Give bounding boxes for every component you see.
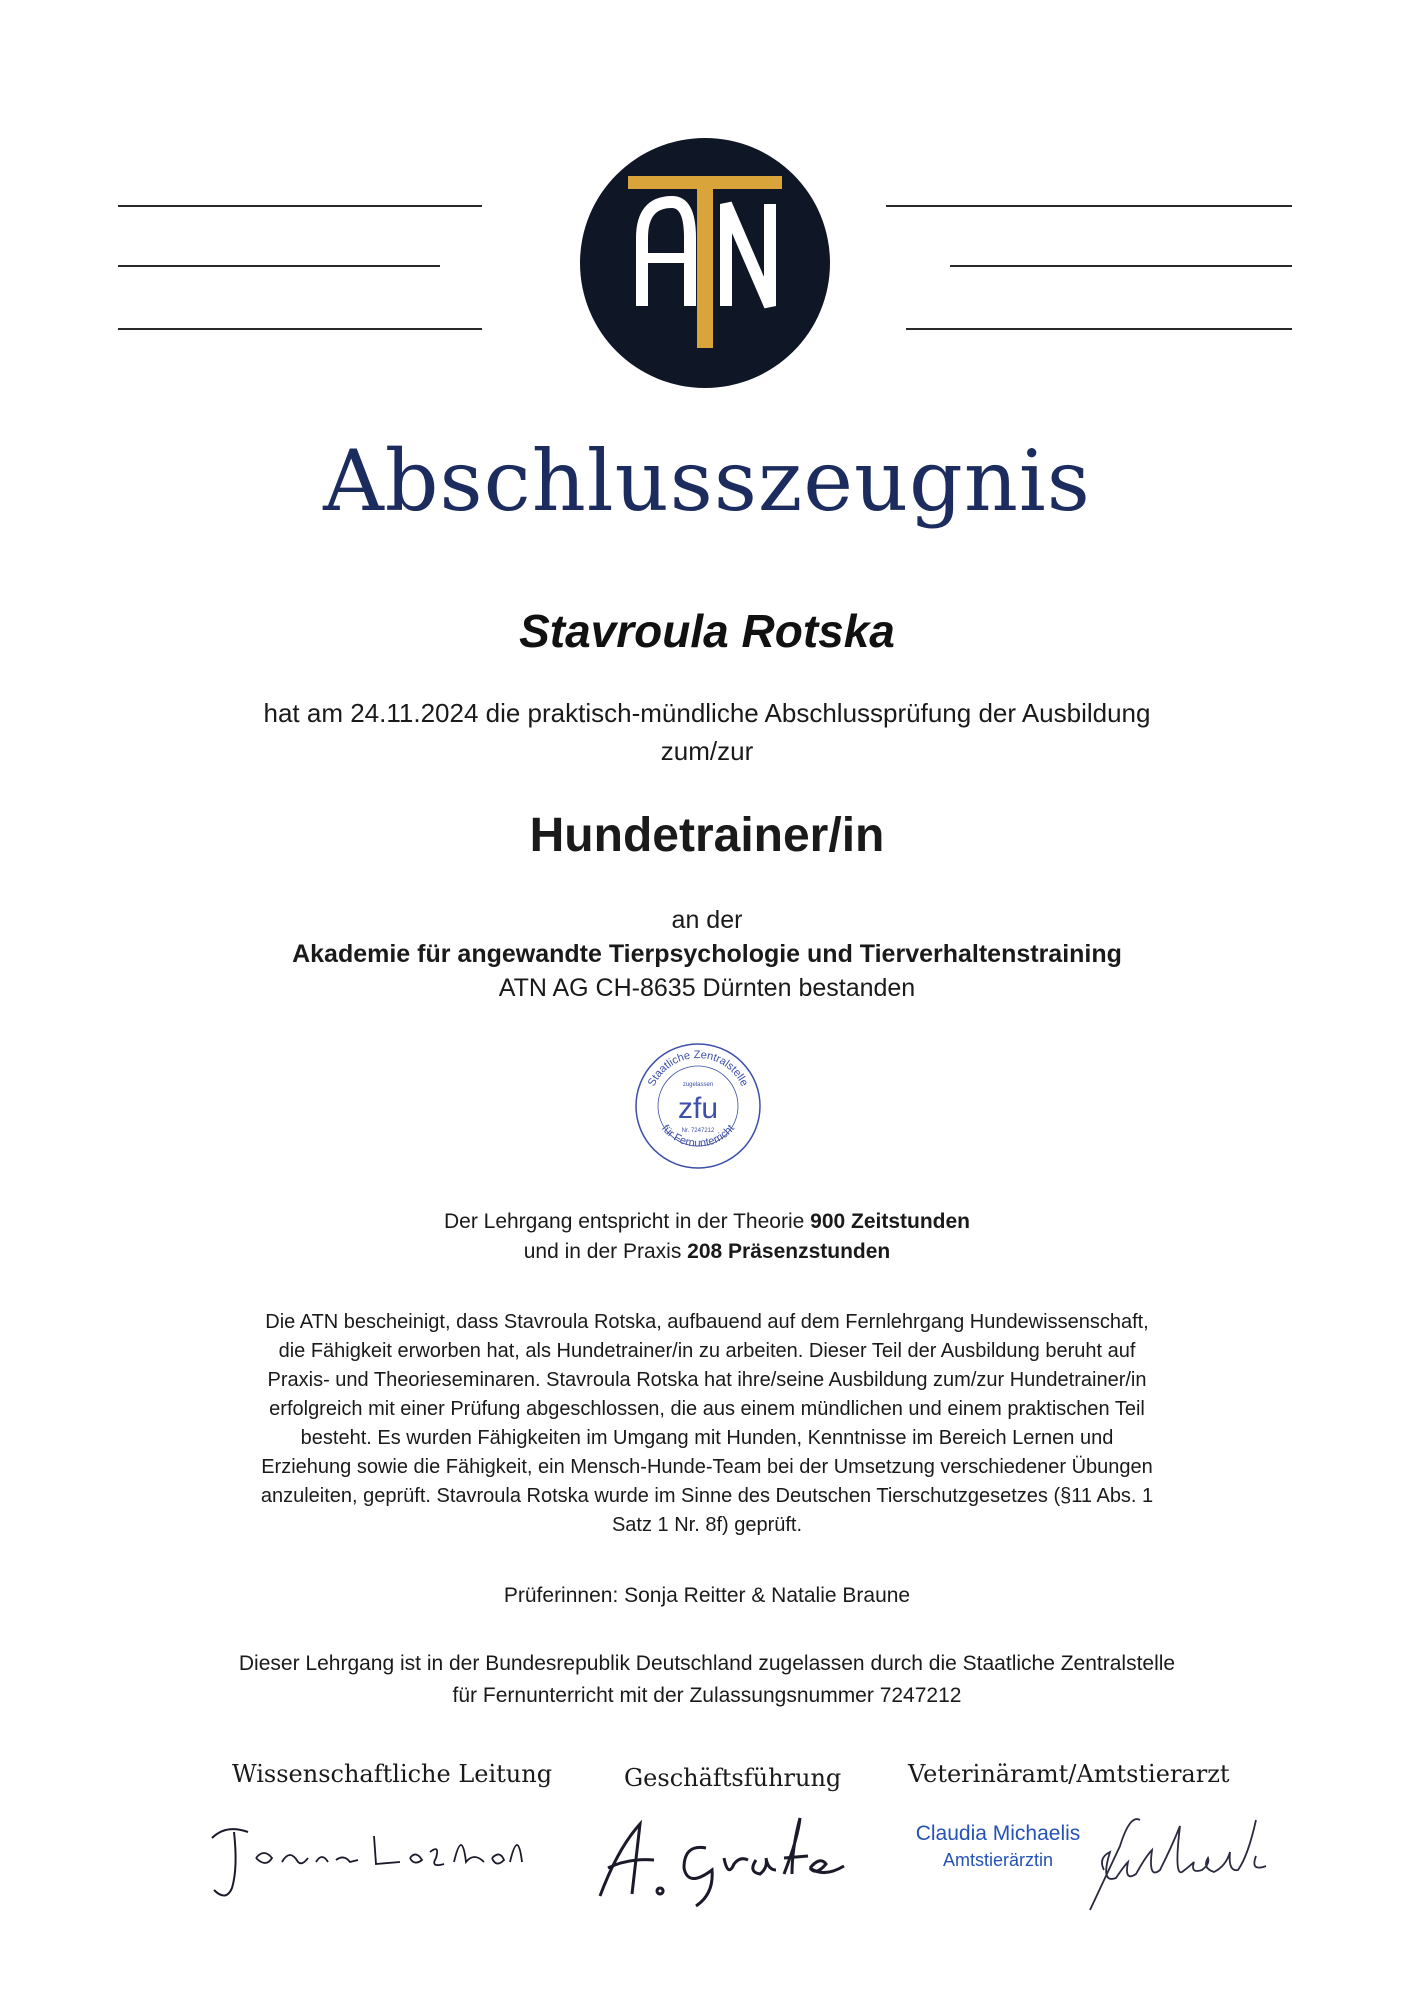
approval-statement <box>180 1648 1234 1712</box>
practice-hours <box>0 1240 1414 1264</box>
atn-logo <box>580 138 830 388</box>
body-line: Satz 1 Nr. 8f) geprüft. <box>611 1514 803 1536</box>
decorative-rule <box>118 205 482 207</box>
institution-name: Akademie für angewandte Tierpsychologie und Tierverhaltenstraining <box>292 940 1122 968</box>
seal-bottom-text: für Fernunterricht <box>659 1122 737 1150</box>
theory-value: 900 Zeitstunden <box>810 1210 971 1233</box>
seal-small-text: zugelassen <box>682 1082 714 1088</box>
body-line: anzuleiten, geprüft. Stavroula Rotska wurde im Sinne des Deutschen Tierschutzgesetzes (§11 Abs. 1 <box>260 1485 1154 1507</box>
body-line: Die ATN bescheinigt, dass Stavroula Rotska, aufbauend auf dem Fernlehrgang Hundewissenschaft, <box>265 1311 1149 1333</box>
recipient-name: Stavroula Rotska <box>519 605 895 657</box>
page-title: Abschlusszeugnis <box>323 432 1091 530</box>
approval-line-1: Dieser Lehrgang ist in der Bundesrepublik Deutschland zugelassen durch die Staatliche Zentralstelle <box>238 1652 1176 1675</box>
seal-number: Nr. 7247212 <box>681 1128 715 1134</box>
stamp-name: Claudia Michaelis <box>915 1822 1081 1845</box>
logo-text: ATN <box>705 384 707 385</box>
examiners: Prüferinnen: Sonja Reitter & Natalie Braune <box>503 1584 911 1607</box>
approval-line-2: für Fernunterricht mit der Zulassungsnummer 7247212 <box>452 1684 962 1707</box>
signature-middle <box>588 1808 858 1908</box>
theory-hours <box>0 1210 1414 1234</box>
body-line: erfolgreich mit einer Prüfung abgeschlossen, die aus einem mündlichen und einem praktischen Teil <box>269 1398 1145 1420</box>
decorative-rule <box>950 265 1292 267</box>
certificate-body <box>190 1308 1224 1540</box>
institution-address: ATN AG CH-8635 Dürnten bestanden <box>498 974 916 1002</box>
practice-prefix: und in der Praxis <box>523 1240 682 1263</box>
institution-prefix: an der <box>671 906 743 934</box>
decorative-rule <box>118 328 482 330</box>
logo-t-stem <box>697 176 713 348</box>
svg-text:Joachin Leidhold: Joachin Leidhold <box>204 1906 211 1907</box>
intro-line-2: zum/zur <box>660 736 754 766</box>
seal-top-text: Staatliche Zentralstelle <box>645 1048 751 1089</box>
decorative-rule <box>886 205 1292 207</box>
signature-label-middle: Geschäftsführung <box>624 1764 842 1792</box>
intro-line-1: hat am 24.11.2024 die praktisch-mündliche Abschlussprüfung der Ausbildung <box>263 698 1151 728</box>
decorative-rule <box>906 328 1292 330</box>
signature-label-left: Wissenschaftliche Leitung <box>232 1760 553 1788</box>
body-line: die Fähigkeit erworben hat, als Hundetrainer/in zu arbeiten. Dieser Teil der Ausbildung beruht auf <box>278 1340 1136 1362</box>
body-line: Praxis- und Theorieseminaren. Stavroula Rotska hat ihre/seine Ausbildung zum/zur Hundetrainer/in <box>267 1369 1147 1391</box>
signature-left <box>204 1818 554 1908</box>
stamp-title: Amtstierärztin <box>942 1850 1054 1870</box>
practice-value: 208 Präsenzstunden <box>687 1240 891 1263</box>
body-line: besteht. Es wurden Fähigkeiten im Umgang mit Hunden, Kenntnisse im Bereich Lernen und <box>300 1427 1114 1449</box>
profession-title: Hundetrainer/in <box>529 809 885 862</box>
svg-text:Michaelis: Michaelis <box>1080 1914 1084 1915</box>
zfu-seal <box>632 1040 764 1172</box>
body-line: Erziehung sowie die Fähigkeit, ein Mensch-Hunde-Team bei der Umsetzung verschiedener Übungen <box>261 1456 1153 1478</box>
seal-letters: zfu <box>677 1092 719 1125</box>
decorative-rule <box>118 265 440 267</box>
signature-right <box>1080 1806 1270 1916</box>
svg-text:A. Grafe: A. Grafe <box>588 1907 592 1908</box>
signature-label-right: Veterinäramt/Amtstierarzt <box>908 1760 1230 1788</box>
theory-prefix: Der Lehrgang entspricht in der Theorie <box>443 1210 805 1233</box>
